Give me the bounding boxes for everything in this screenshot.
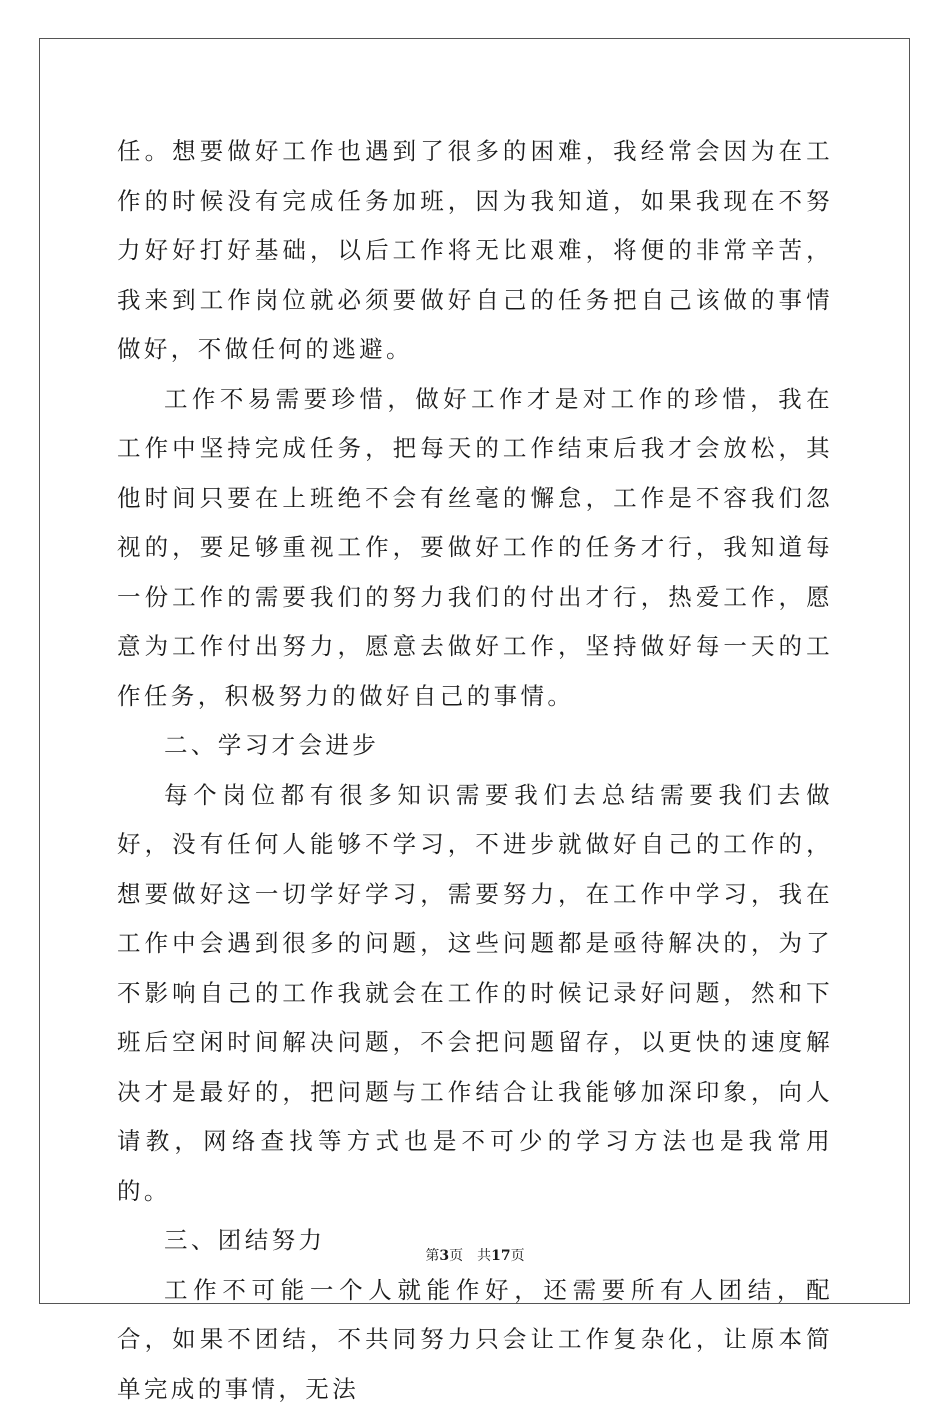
total-suffix: 页	[511, 1248, 525, 1264]
section-heading-2: 二、学习才会进步	[117, 721, 833, 771]
total-pages: 17	[491, 1248, 510, 1264]
paragraph-4: 工作不可能一个人就能作好，还需要所有人团结，配合，如果不团结，不共同努力只会让工作复杂化，让原本简单完成的事情，无法	[117, 1266, 833, 1414]
paragraph-1: 任。想要做好工作也遇到了很多的困难，我经常会因为在工作的时候没有完成任务加班，因为我知道，如果我现在不努力好好打好基础，以后工作将无比艰难，将便的非常辛苦，我来到工作岗位就必须要做好自己的任务把自己该做的事情做好，不做任何的逃避。	[117, 127, 833, 375]
section-heading-3: 三、团结努力	[117, 1216, 833, 1266]
page-number: 3	[439, 1248, 449, 1264]
paragraph-3: 每个岗位都有很多知识需要我们去总结需要我们去做好，没有任何人能够不学习，不进步就做好自己的工作的，想要做好这一切学好学习，需要努力，在工作中学习，我在工作中会遇到很多的问题，这些问题都是亟待解决的，为了不影响自己的工作我就会在工作的时候记录好问题，然和下班后空闲时间解决问题，不会把问题留存，以更快的速度解决才是最好的，把问题与工作结合让我能够加深印象，向人请教，网络查找等方式也是不可少的学习方法也是我常用的。	[117, 771, 833, 1217]
page-footer	[0, 1245, 950, 1265]
paragraph-2: 工作不易需要珍惜，做好工作才是对工作的珍惜，我在工作中坚持完成任务，把每天的工作结束后我才会放松，其他时间只要在上班绝不会有丝毫的懈怠，工作是不容我们忽视的，要足够重视工作，要做好工作的任务才行，我知道每一份工作的需要我们的努力我们的付出才行，热爱工作，愿意为工作付出努力，愿意去做好工作，坚持做好每一天的工作任务，积极努力的做好自己的事情。	[117, 375, 833, 722]
total-prefix: 共	[477, 1248, 491, 1264]
document-body	[117, 127, 833, 1414]
page-prefix: 第	[425, 1248, 439, 1264]
page-suffix: 页	[449, 1248, 463, 1264]
